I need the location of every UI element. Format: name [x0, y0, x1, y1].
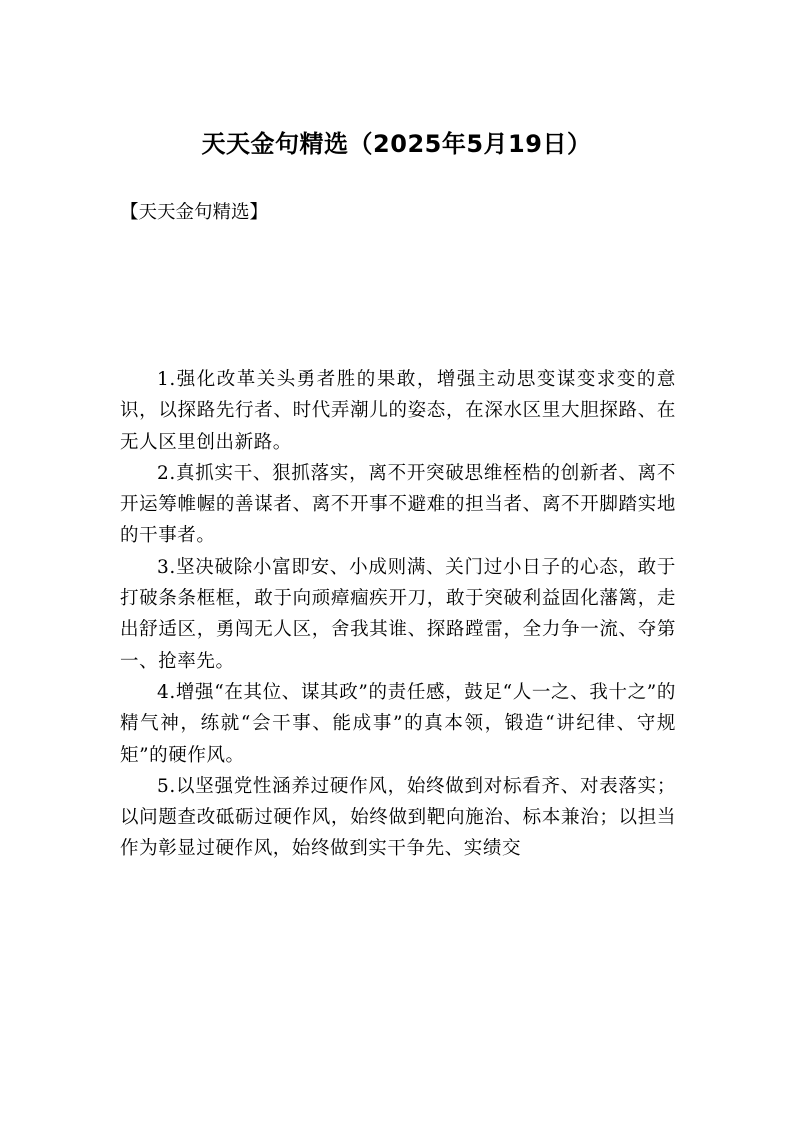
section-label: 【天天金句精选】 [120, 202, 269, 223]
paragraph-3: 3.坚决破除小富即安、小成则满、关门过小日子的心态，敢于打破条条框框，敢于向顽瘴痼疾开刀，敢于突破利益固化藩篱，走出舒适区，勇闯无人区，舍我其谁、探路蹚雷，全力争一流、夺第一、抢率先。 [120, 556, 676, 672]
document-title: 天天金句精选（2025年5月19日） [201, 130, 592, 158]
paragraph-1: 1.强化改革关头勇者胜的果敢，增强主动思变谋变求变的意识，以探路先行者、时代弄潮儿的姿态，在深水区里大胆探路、在无人区里创出新路。 [120, 369, 676, 453]
paragraph-4: 4.增强“在其位、谋其政”的责任感，鼓足“人一之、我十之”的精气神，练就“会干事、能成事”的真本领，锻造“讲纪律、守规矩”的硬作风。 [120, 681, 676, 766]
paragraph-5: 5.以坚强党性涵养过硬作风，始终做到对标看齐、对表落实；以问题查改砥砺过硬作风，始终做到靶向施治、标本兼治；以担当作为彰显过硬作风，始终做到实干争先、实绩交 [120, 775, 676, 860]
paragraph-2: 2.真抓实干、狠抓落实，离不开突破思维桎梏的创新者、离不开运筹帷幄的善谋者、离不开事不避难的担当者、离不开脚踏实地的干事者。 [120, 462, 676, 547]
document-body [120, 364, 676, 865]
